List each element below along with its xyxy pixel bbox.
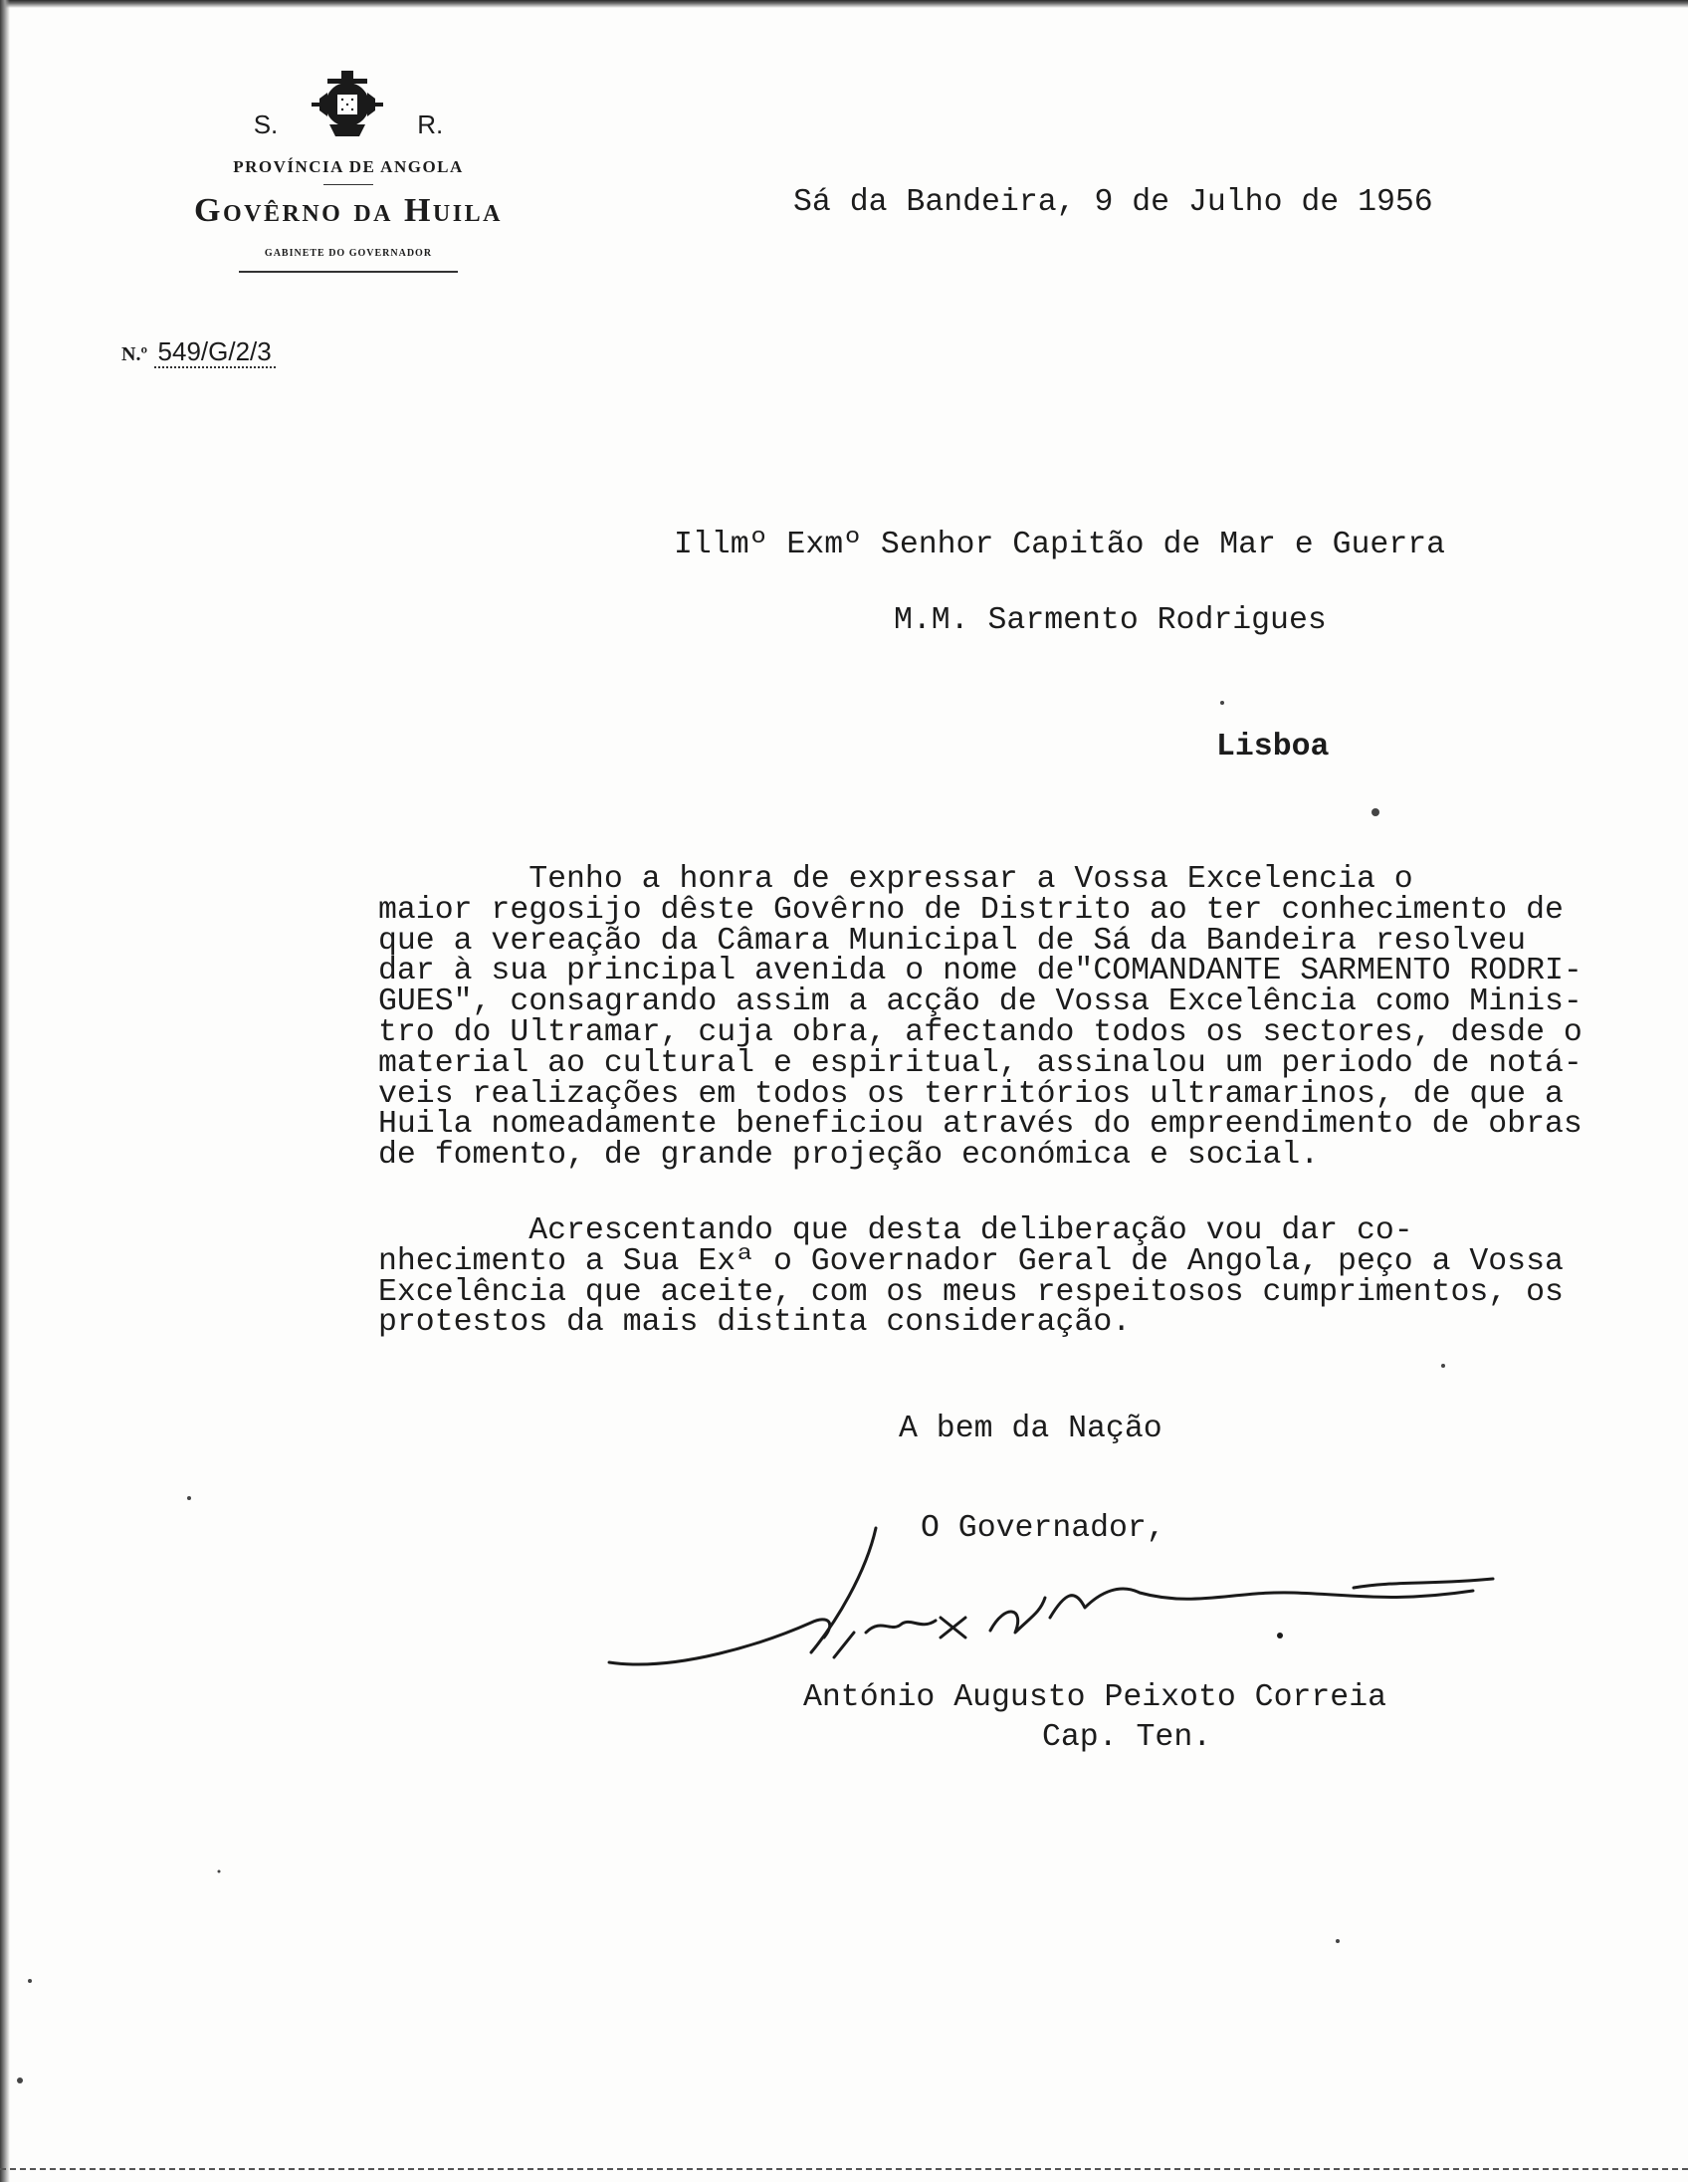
letterhead-s-initial: S. xyxy=(253,109,279,139)
addressee-name: M.M. Sarmento Rodrigues xyxy=(894,603,1327,638)
body-line: tro do Ultramar, cuja obra, afectando todos os sectores, desde o xyxy=(378,1014,1582,1050)
body-line: Excelência que aceite, com os meus respeitosos cumprimentos, os xyxy=(378,1274,1564,1310)
body-line: dar à sua principal avenida o nome de"COMANDANTE SARMENTO RODRI- xyxy=(378,954,1582,989)
body-line: Huila nomeadamente beneficiou através do empreendimento de obras xyxy=(378,1107,1582,1143)
signatory-name: António Augusto Peixoto Correia xyxy=(803,1680,1386,1715)
body-line: nhecimento a Sua Exª o Governador Geral de Angola, peço a Vossa xyxy=(378,1243,1564,1279)
body-line: Acrescentando que desta deliberação vou dar co- xyxy=(378,1213,1413,1248)
divider xyxy=(239,271,458,273)
body-line: Tenho a honra de expressar a Vossa Excelencia o xyxy=(378,862,1413,897)
letterhead-r-initial: R. xyxy=(417,109,444,139)
reference-label: N.º xyxy=(121,343,148,365)
body-line: veis realizações em todos os territórios ultramarinos, de que a xyxy=(378,1076,1564,1112)
closing-salutation: A bem da Nação xyxy=(899,1412,1162,1446)
body-line: de fomento, de grande projeção económica e social. xyxy=(378,1138,1320,1174)
body-line: maior regosijo dêste Govêrno de Distrito ao ter conhecimento de xyxy=(378,892,1564,928)
signatory-title: O Governador, xyxy=(921,1511,1165,1546)
date-line: Sá da Bandeira, 9 de Julho de 1956 xyxy=(793,185,1433,220)
body-line: GUES", consagrando assim a acção de Vossa Excelência como Minis- xyxy=(378,984,1582,1020)
scan-left-edge xyxy=(0,0,10,2182)
body-paragraph-2 xyxy=(378,1213,1642,1341)
body-line: protestos da mais distinta consideração. xyxy=(378,1305,1132,1341)
addressee-city: Lisboa xyxy=(1216,730,1330,764)
province-heading: PROVÍNCIA DE ANGOLA xyxy=(233,157,464,176)
handwritten-signature xyxy=(597,1513,1592,1692)
government-heading: Govêrno da Huila xyxy=(194,192,503,229)
letterhead xyxy=(109,60,587,273)
reference-value: 549/G/2/3 xyxy=(154,336,276,368)
scan-top-edge xyxy=(0,0,1688,8)
coat-of-arms-icon xyxy=(308,65,387,144)
reference-number xyxy=(121,336,276,367)
signatory-rank: Cap. Ten. xyxy=(1042,1720,1212,1755)
body-paragraph-1 xyxy=(378,862,1642,1174)
divider xyxy=(323,184,373,185)
addressee-title: Illmº Exmº Senhor Capitão de Mar e Guerra xyxy=(674,528,1446,562)
body-line: material ao cultural e espiritual, assinalou um periodo de notá- xyxy=(378,1045,1582,1081)
cabinet-heading: GABINETE DO GOVERNADOR xyxy=(264,248,433,259)
body-line: que a vereação da Câmara Municipal de Sá da Bandeira resolveu xyxy=(378,923,1527,959)
